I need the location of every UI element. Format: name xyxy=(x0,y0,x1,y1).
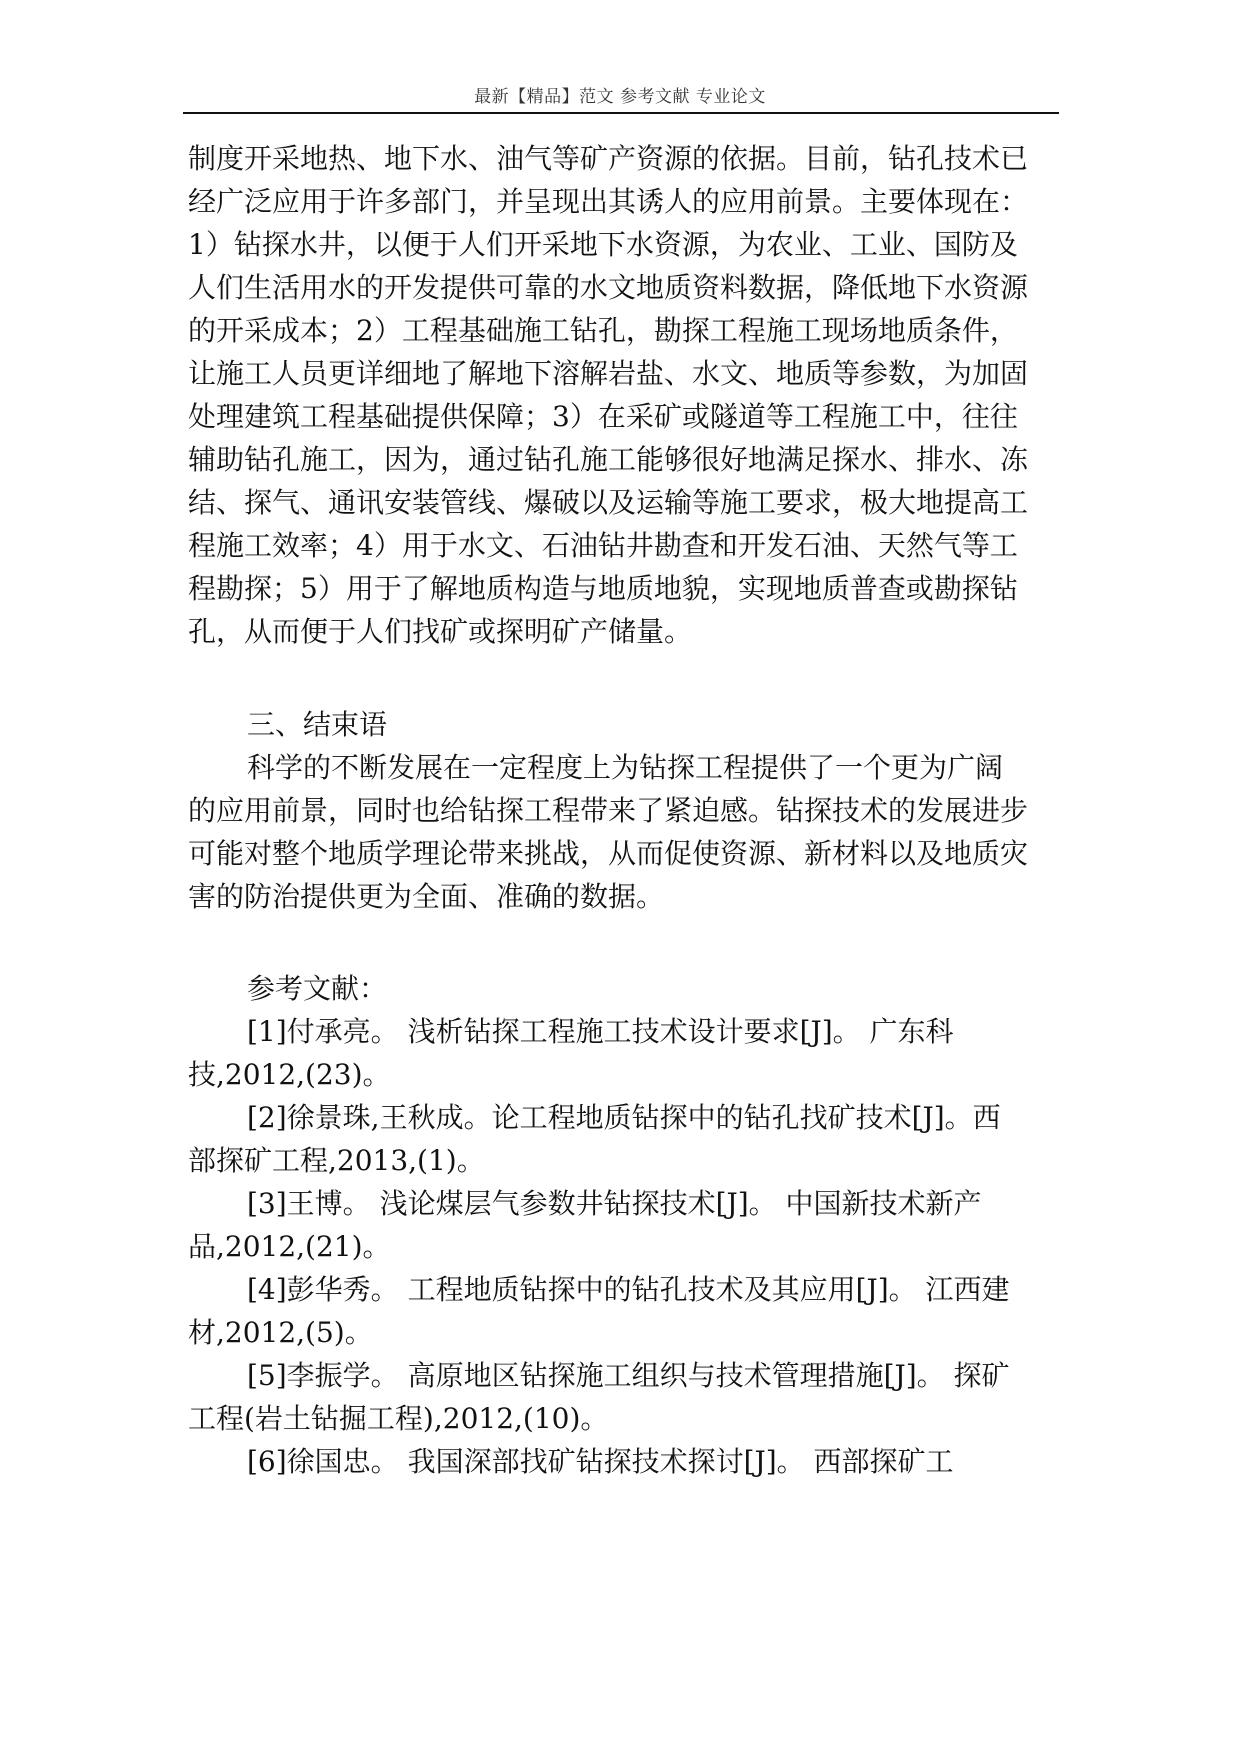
paragraph-line: 的开采成本；2）工程基础施工钻孔，勘探工程施工现场地质条件， xyxy=(188,314,1018,347)
paragraph-line: 程施工效率；4）用于水文、石油钻井勘查和开发石油、天然气等工 xyxy=(188,529,1018,562)
paragraph-line: 孔，从而便于人们找矿或探明矿产储量。 xyxy=(188,615,693,648)
reference-item-continued: 工程(岩土钻掘工程),2012,(10)。 xyxy=(188,1402,609,1435)
reference-item-continued: 品,2012,(21)。 xyxy=(188,1230,391,1263)
reference-item: [1]付承亮。 浅析钻探工程施工技术设计要求[J]。 广东科 xyxy=(247,1015,954,1048)
header-divider xyxy=(183,112,1059,114)
conclusion-line: 害的防治提供更为全面、准确的数据。 xyxy=(188,880,665,913)
paragraph-line: 让施工人员更详细地了解地下溶解岩盐、水文、地质等参数，为加固 xyxy=(188,357,1029,390)
reference-item-continued: 材,2012,(5)。 xyxy=(188,1316,373,1349)
reference-item: [3]王博。 浅论煤层气参数井钻探技术[J]。 中国新技术新产 xyxy=(247,1187,982,1220)
reference-item: [2]徐景珠,王秋成。论工程地质钻探中的钻孔找矿技术[J]。西 xyxy=(247,1101,1001,1134)
paragraph-line: 程勘探；5）用于了解地质构造与地质地貌，实现地质普查或勘探钻 xyxy=(188,572,1018,605)
reference-item-continued: 部探矿工程,2013,(1)。 xyxy=(188,1144,485,1177)
paragraph-line: 制度开采地热、地下水、油气等矿产资源的依据。目前，钻孔技术已 xyxy=(188,142,1029,175)
conclusion-line: 可能对整个地质学理论带来挑战，从而促使资源、新材料以及地质灾 xyxy=(188,837,1029,870)
paragraph-line: 处理建筑工程基础提供保障；3）在采矿或隧道等工程施工中，往往 xyxy=(188,400,1018,433)
references-heading: 参考文献： xyxy=(247,972,388,1005)
paragraph-line: 经广泛应用于许多部门，并呈现出其诱人的应用前景。主要体现在： xyxy=(188,185,1029,218)
reference-item-continued: 技,2012,(23)。 xyxy=(188,1058,391,1091)
reference-item: [5]李振学。 高原地区钻探施工组织与技术管理措施[J]。 探矿 xyxy=(247,1359,1010,1392)
paragraph-line: 结、探气、通讯安装管线、爆破以及运输等施工要求，极大地提高工 xyxy=(188,486,1029,519)
conclusion-line: 科学的不断发展在一定程度上为钻探工程提供了一个更为广阔 xyxy=(247,751,1004,784)
reference-item: [4]彭华秀。 工程地质钻探中的钻孔技术及其应用[J]。 江西建 xyxy=(247,1273,1010,1306)
conclusion-line: 的应用前景，同时也给钻探工程带来了紧迫感。钻探技术的发展进步 xyxy=(188,794,1029,827)
page-header: 最新【精品】范文 参考文献 专业论文 xyxy=(474,87,766,107)
paragraph-line: 辅助钻孔施工，因为，通过钻孔施工能够很好地满足探水、排水、冻 xyxy=(188,443,1029,476)
paragraph-line: 人们生活用水的开发提供可靠的水文地质资料数据，降低地下水资源 xyxy=(188,271,1029,304)
paragraph-line: 1）钻探水井，以便于人们开采地下水资源，为农业、工业、国防及 xyxy=(188,228,1018,261)
section-heading: 三、结束语 xyxy=(247,708,388,741)
reference-item: [6]徐国忠。 我国深部找矿钻探技术探讨[J]。 西部探矿工 xyxy=(247,1445,954,1478)
